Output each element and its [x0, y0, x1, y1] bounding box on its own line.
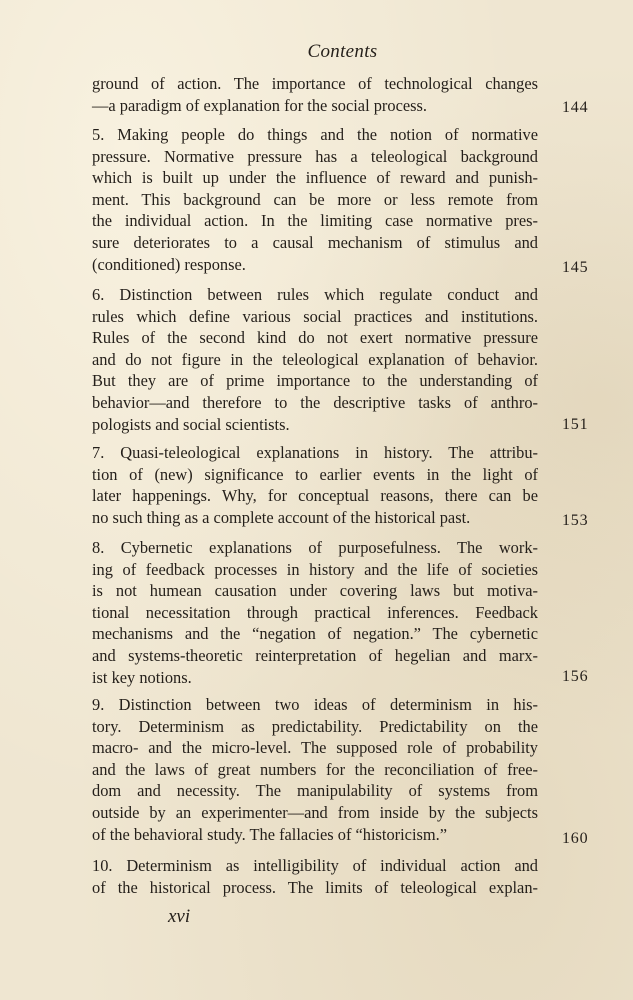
entry-line: ground of action. The importance of technological changes — [92, 74, 538, 93]
page-number: 144 — [562, 99, 589, 116]
entry-line: the individual action. In the limiting case normative pres- — [92, 211, 538, 231]
entry-line: and do not figure in the teleological explanation of behavior. — [92, 349, 538, 369]
entry-line: ist key notions. — [92, 667, 192, 687]
entry-line: of the historical process. The limits of teleological explan- — [92, 877, 538, 897]
entry-line: later happenings. Why, for conceptual reasons, there can be — [92, 486, 538, 506]
entry-line: pologists and social scientists. — [92, 414, 290, 434]
entry-line: rules which define various social practices and institutions. — [92, 306, 538, 326]
toc-entry — [92, 537, 538, 688]
entry-line: —a paradigm of explanation for the social process. — [92, 95, 427, 115]
toc-entry — [92, 73, 538, 116]
entry-line: 8. Cybernetic explanations of purposefulness. The work- — [92, 538, 538, 557]
entry-line: behavior—and therefore to the descriptive tasks of anthro- — [92, 392, 538, 412]
toc-entry — [92, 855, 538, 898]
running-head: Contents — [307, 41, 378, 62]
entry-line: (conditioned) response. — [92, 254, 246, 274]
entry-line: outside by an experimenter—and from inside by the subjects — [92, 802, 538, 822]
entry-line: tory. Determinism as predictability. Predictability on the — [92, 716, 538, 736]
entry-line: ing of feedback processes in history and the life of societies — [92, 559, 538, 579]
entry-line: dom and necessity. The manipulability of systems from — [92, 781, 538, 801]
page-number: 153 — [562, 512, 589, 529]
toc-entry — [92, 442, 538, 528]
toc-entry — [92, 284, 538, 435]
page-number: 151 — [562, 416, 589, 433]
entry-line: But they are of prime importance to the understanding of — [92, 371, 538, 391]
entry-line: 6. Distinction between rules which regulate conduct and — [92, 285, 538, 304]
entry-line: of the behavioral study. The fallacies of “historicism.” — [92, 824, 448, 844]
entry-line: sure deteriorates to a causal mechanism of stimulus and — [92, 232, 538, 252]
entry-line: and systems-theoretic reinterpretation of hegelian and marx- — [92, 645, 538, 665]
page-number: 160 — [562, 830, 589, 847]
entry-line: 10. Determinism as intelligibility of individual action and — [92, 856, 538, 875]
entry-line: pressure. Normative pressure has a teleological background — [92, 146, 538, 166]
entry-line: tion of (new) significance to earlier events in the light of — [92, 464, 538, 484]
folio-page-number: xvi — [168, 906, 191, 927]
entry-line: which is built up under the influence of reward and punish- — [92, 168, 538, 188]
toc-entry — [92, 124, 538, 275]
entry-line: mechanisms and the “negation of negation.” The cybernetic — [92, 624, 538, 644]
entry-line: tional necessitation through practical inferences. Feedback — [92, 602, 538, 622]
entry-line: no such thing as a complete account of the historical past. — [92, 507, 471, 527]
entry-line: 9. Distinction between two ideas of determinism in his- — [92, 695, 538, 714]
page-number: 145 — [562, 259, 589, 276]
page-number: 156 — [562, 668, 589, 685]
entry-line: ment. This background can be more or less remote from — [92, 189, 538, 209]
entry-line: macro- and the micro-level. The supposed role of probability — [92, 738, 538, 758]
entry-line: and the laws of great numbers for the reconciliation of free- — [92, 759, 538, 779]
entry-line: 5. Making people do things and the notion of normative — [92, 125, 538, 144]
entry-line: 7. Quasi-teleological explanations in history. The attribu- — [92, 443, 538, 462]
entry-line: is not humean causation under covering laws but motiva- — [92, 581, 538, 601]
toc-entry — [92, 694, 538, 845]
entry-line: Rules of the second kind do not exert normative pressure — [92, 328, 538, 348]
